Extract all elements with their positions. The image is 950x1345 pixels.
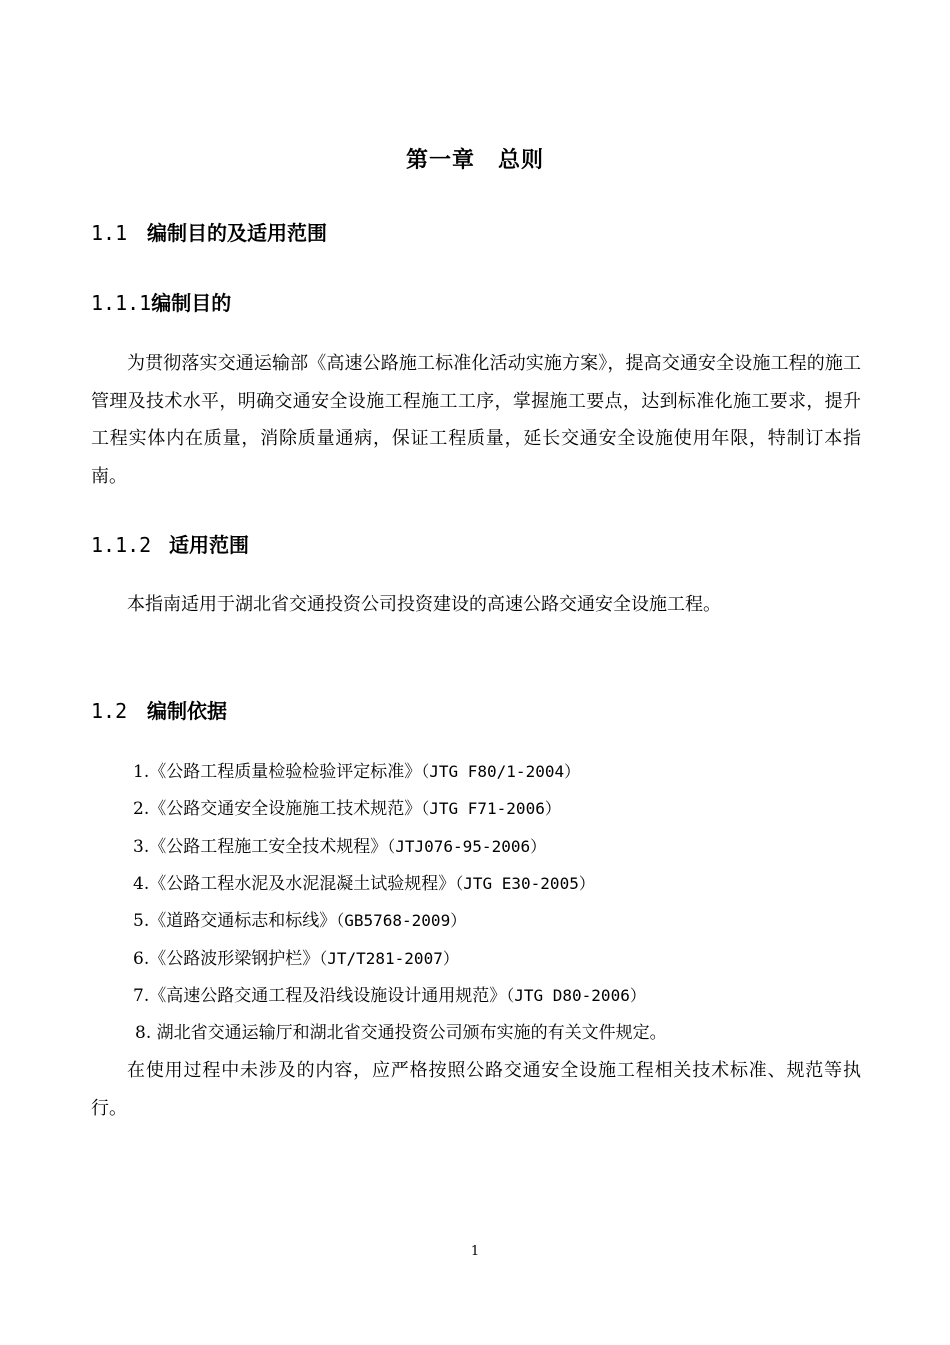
section-title: 适用范围	[169, 533, 249, 557]
chapter-title: 第一章 总则	[405, 148, 544, 173]
reference-index: 6.	[133, 949, 150, 969]
reference-index: 4.	[133, 874, 150, 894]
reference-index: 3.	[133, 837, 150, 857]
reference-code: （JT/T281-2007）	[319, 949, 459, 968]
section-number: 1.1	[91, 221, 128, 245]
reference-item	[133, 902, 466, 941]
reference-index: 2.	[133, 799, 150, 819]
reference-item	[133, 865, 595, 904]
reference-code: （GB5768-2009）	[336, 911, 467, 930]
section-number: 1.2	[91, 699, 128, 723]
reference-item	[133, 828, 546, 867]
reference-name: 《公路工程水泥及水泥混凝土试验规程》	[149, 874, 456, 894]
reference-item	[133, 977, 646, 1016]
reference-index: 7.	[133, 986, 150, 1006]
reference-index: 5.	[133, 911, 150, 931]
reference-item	[133, 790, 561, 829]
section-number: 1.1.1	[91, 291, 152, 315]
page-number: 1	[470, 1244, 480, 1259]
reference-index: 1.	[133, 762, 150, 782]
reference-name: 湖北省交通运输厅和湖北省交通投资公司颁布实施的有关文件规定。	[156, 1023, 667, 1043]
reference-code: （JTG F80/1-2004）	[421, 762, 581, 781]
reference-name: 《公路波形梁钢护栏》	[149, 949, 320, 969]
reference-code: （JTG E30-2005）	[455, 874, 595, 893]
reference-name: 《公路工程施工安全技术规程》	[149, 837, 388, 857]
reference-code: （JTG D80-2006）	[506, 986, 646, 1005]
closing-paragraph: 在使用过程中未涉及的内容，应严格按照公路交通安全设施工程相关技术标准、规范等执行。	[91, 1060, 861, 1119]
section-number: 1.1.2	[91, 533, 152, 557]
reference-name: 《道路交通标志和标线》	[149, 911, 337, 931]
purpose-paragraph: 为贯彻落实交通运输部《高速公路施工标准化活动实施方案》，提高交通安全设施工程的施工管理及技术水平，明确交通安全设施工程施工工序，掌握施工要点，达到标准化施工要求，提升工程实体内在质量，消除质量通病，保证工程质量，延长交通安全设施使用年限，特制订本指南。	[91, 353, 861, 487]
reference-code: （JTG F71-2006）	[421, 799, 561, 818]
reference-index: 8.	[135, 1023, 152, 1043]
section-title: 编制目的及适用范围	[147, 221, 327, 245]
section-heading-1-1	[91, 217, 327, 246]
reference-item	[133, 753, 580, 792]
section-heading-1-2	[91, 695, 227, 724]
reference-name: 《公路工程质量检验检验评定标准》	[149, 762, 422, 782]
reference-item	[133, 940, 459, 979]
section-title: 编制目的	[151, 291, 232, 315]
reference-name: 《公路交通安全设施施工技术规范》	[149, 799, 422, 819]
scope-paragraph: 本指南适用于湖北省交通投资公司投资建设的高速公路交通安全设施工程。	[127, 594, 721, 615]
section-heading-1-1-1	[91, 287, 231, 316]
section-title: 编制依据	[147, 699, 227, 723]
section-heading-1-1-2	[91, 529, 249, 558]
reference-name: 《高速公路交通工程及沿线设施设计通用规范》	[149, 986, 507, 1006]
reference-code: （JTJ076-95-2006）	[387, 837, 547, 856]
reference-item	[135, 1015, 667, 1053]
